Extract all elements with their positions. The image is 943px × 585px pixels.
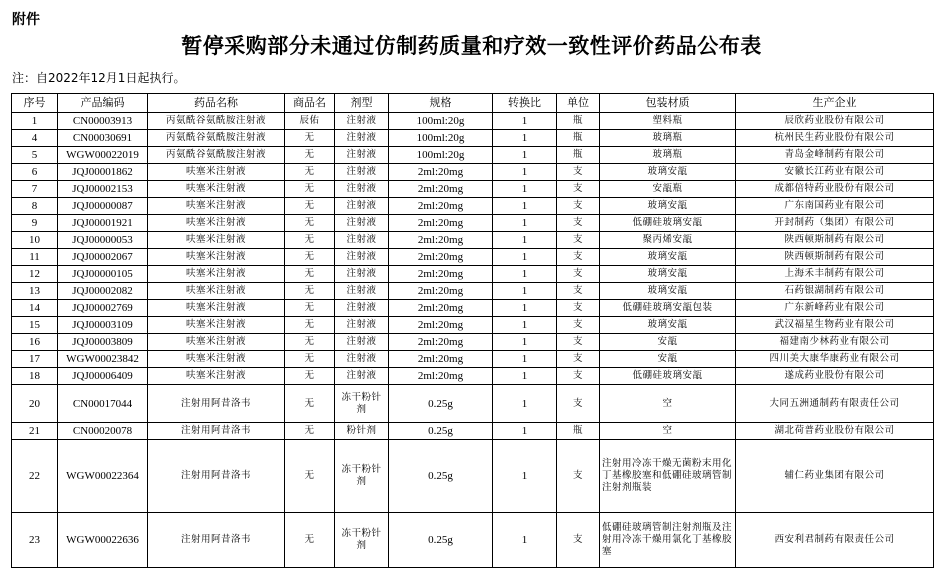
table-row [12,283,934,300]
cell-conversion-ratio: 1 [493,368,557,385]
header-manufacturer: 生产企业 [736,94,934,113]
cell-trade-name: 无 [285,249,335,266]
table-row [12,113,934,130]
cell-conversion-ratio: 1 [493,232,557,249]
table-row [12,181,934,198]
cell-conversion-ratio: 1 [493,164,557,181]
cell-conversion-ratio: 1 [493,317,557,334]
cell-product-code: CN00030691 [58,130,148,147]
cell-drug-name: 注射用阿昔洛韦 [148,513,285,568]
cell-drug-name: 丙氨酰谷氨酰胺注射液 [148,130,285,147]
cell-trade-name: 无 [285,130,335,147]
cell-manufacturer: 西安利君制药有限责任公司 [736,513,934,568]
page-title: 暂停采购部分未通过仿制药质量和疗效一致性评价药品公布表 [181,34,762,58]
cell-trade-name: 无 [285,385,335,423]
cell-specification: 0.25g [389,513,493,568]
cell-specification: 2ml:20mg [389,164,493,181]
cell-specification: 2ml:20mg [389,283,493,300]
cell-product-code: JQJ00003109 [58,317,148,334]
cell-drug-name: 注射用阿昔洛韦 [148,440,285,513]
cell-packaging: 低硼硅玻璃安瓿 [600,368,736,385]
cell-unit: 支 [557,266,600,283]
cell-index: 16 [12,334,58,351]
cell-index: 18 [12,368,58,385]
cell-drug-name: 呋塞米注射液 [148,317,285,334]
table-row [12,440,934,513]
cell-product-code: JQJ00000105 [58,266,148,283]
cell-specification: 2ml:20mg [389,198,493,215]
cell-unit: 瓶 [557,423,600,440]
cell-specification: 100ml:20g [389,147,493,164]
cell-trade-name: 无 [285,215,335,232]
cell-drug-name: 呋塞米注射液 [148,351,285,368]
cell-drug-name: 呋塞米注射液 [148,300,285,317]
cell-product-code: JQJ00001921 [58,215,148,232]
cell-conversion-ratio: 1 [493,300,557,317]
cell-manufacturer: 开封制药（集团）有限公司 [736,215,934,232]
cell-index: 8 [12,198,58,215]
cell-trade-name: 辰佑 [285,113,335,130]
cell-manufacturer: 陕西顿斯制药有限公司 [736,249,934,266]
cell-index: 20 [12,385,58,423]
cell-trade-name: 无 [285,317,335,334]
cell-unit: 支 [557,440,600,513]
cell-unit: 支 [557,164,600,181]
cell-manufacturer: 陕西顿斯制药有限公司 [736,232,934,249]
cell-unit: 支 [557,232,600,249]
cell-drug-name: 呋塞米注射液 [148,334,285,351]
table-row [12,266,934,283]
header-dosage-form: 剂型 [335,94,389,113]
table-row [12,300,934,317]
cell-conversion-ratio: 1 [493,113,557,130]
table-row [12,130,934,147]
cell-specification: 100ml:20g [389,130,493,147]
cell-conversion-ratio: 1 [493,147,557,164]
cell-manufacturer: 上海禾丰制药有限公司 [736,266,934,283]
cell-trade-name: 无 [285,198,335,215]
cell-drug-name: 丙氨酰谷氨酰胺注射液 [148,113,285,130]
cell-unit: 支 [557,368,600,385]
cell-product-code: JQJ00001862 [58,164,148,181]
cell-index: 23 [12,513,58,568]
cell-packaging: 安瓿瓶 [600,181,736,198]
table-row [12,232,934,249]
cell-unit: 支 [557,249,600,266]
cell-index: 9 [12,215,58,232]
cell-specification: 0.25g [389,423,493,440]
cell-unit: 支 [557,283,600,300]
cell-packaging: 注射用冷冻干燥无菌粉末用化丁基橡胶塞和低硼硅玻璃管制注射剂瓶装 [600,440,736,513]
cell-manufacturer: 石药银湖制药有限公司 [736,283,934,300]
cell-product-code: JQJ00002067 [58,249,148,266]
cell-index: 12 [12,266,58,283]
cell-dosage-form: 注射液 [335,113,389,130]
cell-trade-name: 无 [285,351,335,368]
header-product-code: 产品编码 [58,94,148,113]
cell-index: 22 [12,440,58,513]
cell-product-code: JQJ00006409 [58,368,148,385]
cell-packaging: 玻璃瓶 [600,147,736,164]
cell-drug-name: 注射用阿昔洛韦 [148,423,285,440]
cell-specification: 0.25g [389,440,493,513]
cell-unit: 支 [557,334,600,351]
cell-dosage-form: 注射液 [335,266,389,283]
table-row [12,513,934,568]
cell-conversion-ratio: 1 [493,423,557,440]
cell-manufacturer: 四川美大康华康药业有限公司 [736,351,934,368]
cell-trade-name: 无 [285,513,335,568]
cell-conversion-ratio: 1 [493,334,557,351]
cell-packaging: 低硼硅玻璃管制注射剂瓶及注射用冷冻干燥用氯化丁基橡胶塞 [600,513,736,568]
cell-dosage-form: 注射液 [335,181,389,198]
cell-trade-name: 无 [285,181,335,198]
header-conversion-ratio: 转换比 [493,94,557,113]
header-specification: 规格 [389,94,493,113]
cell-unit: 支 [557,181,600,198]
cell-drug-name: 呋塞米注射液 [148,283,285,300]
cell-dosage-form: 注射液 [335,368,389,385]
effective-date-note: 注：自2022年12月1日起执行。 [12,71,186,85]
cell-dosage-form: 注射液 [335,147,389,164]
cell-drug-name: 呋塞米注射液 [148,266,285,283]
cell-specification: 0.25g [389,385,493,423]
cell-dosage-form: 冻干粉针剂 [335,513,389,568]
cell-product-code: CN00020078 [58,423,148,440]
cell-dosage-form: 冻干粉针剂 [335,385,389,423]
cell-unit: 瓶 [557,130,600,147]
cell-conversion-ratio: 1 [493,351,557,368]
cell-product-code: JQJ00002769 [58,300,148,317]
cell-product-code: CN00017044 [58,385,148,423]
header-packaging: 包装材质 [600,94,736,113]
cell-index: 15 [12,317,58,334]
header-unit: 单位 [557,94,600,113]
cell-product-code: WGW00022019 [58,147,148,164]
cell-specification: 2ml:20mg [389,317,493,334]
cell-index: 7 [12,181,58,198]
cell-specification: 2ml:20mg [389,266,493,283]
cell-dosage-form: 注射液 [335,283,389,300]
cell-dosage-form: 注射液 [335,351,389,368]
cell-trade-name: 无 [285,368,335,385]
cell-packaging: 聚丙烯安瓿 [600,232,736,249]
cell-unit: 瓶 [557,113,600,130]
table-row [12,385,934,423]
header-index: 序号 [12,94,58,113]
cell-conversion-ratio: 1 [493,266,557,283]
cell-index: 13 [12,283,58,300]
cell-dosage-form: 注射液 [335,317,389,334]
cell-packaging: 玻璃安瓿 [600,164,736,181]
cell-manufacturer: 青岛金峰制药有限公司 [736,147,934,164]
cell-specification: 2ml:20mg [389,368,493,385]
table-row [12,215,934,232]
cell-dosage-form: 注射液 [335,249,389,266]
cell-packaging: 塑料瓶 [600,113,736,130]
cell-specification: 2ml:20mg [389,181,493,198]
cell-dosage-form: 注射液 [335,300,389,317]
cell-product-code: JQJ00002153 [58,181,148,198]
cell-manufacturer: 辅仁药业集团有限公司 [736,440,934,513]
cell-index: 6 [12,164,58,181]
cell-manufacturer: 湖北荷普药业股份有限公司 [736,423,934,440]
cell-index: 14 [12,300,58,317]
cell-dosage-form: 注射液 [335,198,389,215]
cell-product-code: JQJ00000087 [58,198,148,215]
cell-unit: 支 [557,198,600,215]
cell-conversion-ratio: 1 [493,181,557,198]
cell-conversion-ratio: 1 [493,513,557,568]
cell-product-code: WGW00022364 [58,440,148,513]
attachment-label: 附件 [12,12,40,28]
cell-unit: 支 [557,513,600,568]
cell-trade-name: 无 [285,423,335,440]
cell-packaging: 空 [600,385,736,423]
cell-manufacturer: 武汉福星生物药业有限公司 [736,317,934,334]
cell-index: 10 [12,232,58,249]
cell-dosage-form: 注射液 [335,164,389,181]
header-trade-name: 商品名 [285,94,335,113]
cell-conversion-ratio: 1 [493,385,557,423]
cell-trade-name: 无 [285,440,335,513]
cell-packaging: 安瓿 [600,334,736,351]
table-row [12,334,934,351]
cell-unit: 支 [557,215,600,232]
cell-manufacturer: 安徽长江药业有限公司 [736,164,934,181]
cell-drug-name: 呋塞米注射液 [148,232,285,249]
cell-product-code: WGW00022636 [58,513,148,568]
cell-index: 21 [12,423,58,440]
cell-packaging: 玻璃安瓿 [600,198,736,215]
cell-packaging: 玻璃安瓿 [600,266,736,283]
cell-packaging: 低硼硅玻璃安瓿 [600,215,736,232]
cell-unit: 支 [557,351,600,368]
table-row [12,249,934,266]
cell-packaging: 玻璃安瓿 [600,283,736,300]
cell-conversion-ratio: 1 [493,440,557,513]
cell-conversion-ratio: 1 [493,215,557,232]
table-row [12,198,934,215]
cell-unit: 支 [557,385,600,423]
cell-packaging: 空 [600,423,736,440]
cell-index: 17 [12,351,58,368]
cell-drug-name: 呋塞米注射液 [148,198,285,215]
cell-specification: 2ml:20mg [389,249,493,266]
cell-packaging: 玻璃安瓿 [600,249,736,266]
table-row [12,368,934,385]
cell-product-code: WGW00023842 [58,351,148,368]
cell-specification: 2ml:20mg [389,300,493,317]
cell-product-code: JQJ00003809 [58,334,148,351]
cell-dosage-form: 注射液 [335,215,389,232]
cell-conversion-ratio: 1 [493,130,557,147]
cell-conversion-ratio: 1 [493,283,557,300]
cell-specification: 2ml:20mg [389,215,493,232]
cell-packaging: 低硼硅玻璃安瓿包装 [600,300,736,317]
table-row [12,423,934,440]
cell-specification: 100ml:20g [389,113,493,130]
cell-index: 4 [12,130,58,147]
cell-drug-name: 呋塞米注射液 [148,368,285,385]
header-drug-name: 药品名称 [148,94,285,113]
cell-index: 1 [12,113,58,130]
cell-index: 5 [12,147,58,164]
cell-specification: 2ml:20mg [389,334,493,351]
cell-unit: 瓶 [557,147,600,164]
cell-product-code: CN00003913 [58,113,148,130]
cell-packaging: 玻璃瓶 [600,130,736,147]
cell-trade-name: 无 [285,300,335,317]
cell-trade-name: 无 [285,164,335,181]
cell-manufacturer: 杭州民生药业股份有限公司 [736,130,934,147]
cell-manufacturer: 成都倍特药业股份有限公司 [736,181,934,198]
cell-product-code: JQJ00002082 [58,283,148,300]
cell-dosage-form: 粉针剂 [335,423,389,440]
cell-drug-name: 呋塞米注射液 [148,181,285,198]
cell-packaging: 安瓿 [600,351,736,368]
table-row [12,317,934,334]
cell-packaging: 玻璃安瓿 [600,317,736,334]
table-row [12,164,934,181]
cell-trade-name: 无 [285,283,335,300]
cell-manufacturer: 遂成药业股份有限公司 [736,368,934,385]
cell-drug-name: 呋塞米注射液 [148,164,285,181]
cell-dosage-form: 冻干粉针剂 [335,440,389,513]
table-header-row [12,94,934,113]
table-row [12,351,934,368]
cell-manufacturer: 广东新峰药业有限公司 [736,300,934,317]
cell-conversion-ratio: 1 [493,198,557,215]
cell-product-code: JQJ00000053 [58,232,148,249]
cell-conversion-ratio: 1 [493,249,557,266]
table-row [12,147,934,164]
drug-table [11,93,934,568]
cell-unit: 支 [557,300,600,317]
cell-drug-name: 注射用阿昔洛韦 [148,385,285,423]
cell-drug-name: 呋塞米注射液 [148,215,285,232]
cell-manufacturer: 大同五洲通制药有限责任公司 [736,385,934,423]
cell-trade-name: 无 [285,147,335,164]
cell-trade-name: 无 [285,266,335,283]
cell-trade-name: 无 [285,334,335,351]
cell-specification: 2ml:20mg [389,351,493,368]
cell-dosage-form: 注射液 [335,334,389,351]
cell-manufacturer: 辰欣药业股份有限公司 [736,113,934,130]
cell-drug-name: 呋塞米注射液 [148,249,285,266]
cell-specification: 2ml:20mg [389,232,493,249]
cell-drug-name: 丙氨酰谷氨酰胺注射液 [148,147,285,164]
cell-manufacturer: 福建南少林药业有限公司 [736,334,934,351]
cell-dosage-form: 注射液 [335,130,389,147]
cell-unit: 支 [557,317,600,334]
cell-index: 11 [12,249,58,266]
cell-trade-name: 无 [285,232,335,249]
cell-dosage-form: 注射液 [335,232,389,249]
cell-manufacturer: 广东南国药业有限公司 [736,198,934,215]
